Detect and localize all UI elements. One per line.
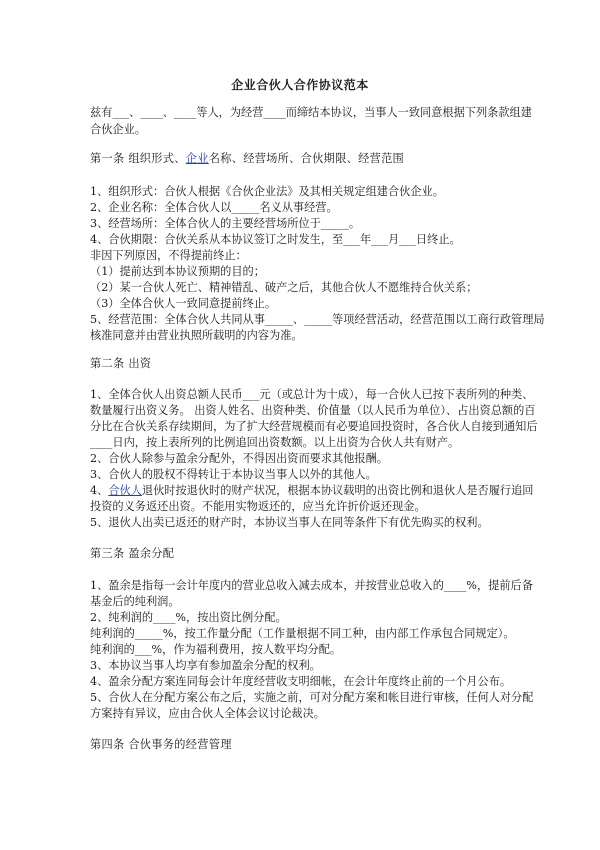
intro-line: 兹有___、____、____等人，为经营____而缔结本协议，当事人一致同意根据下列条款组建 — [90, 106, 532, 119]
enterprise-link[interactable]: 企业 — [185, 152, 209, 165]
article-2-line: 1、全体合伙人出资总额人民币___元（或总计为十成），每一合伙人已按下表所列的种类、 — [90, 388, 534, 401]
article-2-line: 2、合伙人除参与盈余分配外，不得因出资而要求其他报酬。 — [90, 452, 388, 465]
article-2-line: 投资的义务返还出资。不能用实物返还的，应当允许折价返还现金。 — [90, 500, 426, 513]
article-2-line: 分比在合伙关系存续期间，为了扩大经营规模而有必要追回投资时，各合伙人自接到通知后 — [90, 420, 538, 433]
article-1-line: 1、组织形式：合伙人根据《合伙企业法》及其相关规定组建合伙企业。 — [90, 185, 444, 198]
article-3-line: 纯利润的___%，作为福利费用，按人数平均分配。 — [90, 643, 342, 656]
article-1-line: 5、经营范围：全体合伙人共同从事_____、_____等项经营活动，经营范围以工商行政管理局 — [90, 313, 545, 326]
article-1-line: 3、经营场所：全体合伙人的主要经营场所位于_____。 — [90, 217, 361, 230]
article-3-line: 3、本协议当事人均享有参加盈余分配的权利。 — [90, 659, 321, 672]
article-1-line: 4、合伙期限：合伙关系从本协议签订之时发生，至___年___月___日终止。 — [90, 233, 461, 246]
article-1-line: 非因下列原因，不得提前终止： — [90, 249, 247, 262]
partner-link[interactable]: 合伙人 — [108, 484, 142, 497]
document-title: 企业合伙人合作协议范本 — [231, 78, 369, 92]
intro-line: 合伙企业。 — [90, 123, 146, 136]
article-1-line: （3）全体合伙人一致同意提前终止。 — [90, 297, 277, 310]
article-3-line: 方案持有异议，应由合伙人全体会议讨论裁决。 — [90, 707, 325, 720]
article-2-line: 数量履行出资义务。 出资人姓名、出资种类、价值量（以人民币为单位）、占出资总额的百 — [90, 404, 536, 417]
article-2-heading: 第二条 出资 — [90, 357, 152, 370]
article-3-line: 基金后的纯利润。 — [90, 595, 180, 608]
article-1-line: （2）某一合伙人死亡、精神错乱、破产之后，其他合伙人不愿维持合伙关系； — [90, 281, 478, 294]
article-2-line — [90, 484, 534, 498]
line-text: 退伙时按退伙时的财产状况，根据本协议载明的出资比例和退伙人是否履行追回 — [141, 484, 534, 497]
line-text: 4、 — [90, 484, 109, 497]
article-3-line: 2、纯利润的____%，按出资比例分配。 — [90, 611, 287, 624]
article-3-line: 1、盈余是指每一会计年度内的营业总收入减去成本，并按营业总收入的____%，提前后备 — [90, 579, 533, 592]
article-1-line: 2、企业名称：全体合伙人以_____名义从事经营。 — [90, 201, 338, 214]
article-1-heading — [90, 152, 530, 166]
article-3-heading: 第三条 盈余分配 — [90, 547, 175, 560]
article-1-line: 核准同意并由营业执照所载明的内容为准。 — [90, 329, 303, 342]
article-4-heading: 第四条 合伙事务的经营管理 — [90, 738, 232, 751]
article-2-line: 5、退伙人出卖已返还的财产时，本协议当事人在同等条件下有优先购买的权利。 — [90, 516, 489, 529]
heading-text: 第一条 组织形式、 — [90, 152, 186, 165]
article-1-line: （1）提前达到本协议预期的目的； — [90, 265, 265, 278]
article-2-line: 3、合伙人的股权不得转让于本协议当事人以外的其他人。 — [90, 468, 377, 481]
article-3-line: 5、合伙人在分配方案公布之后，实施之前，可对分配方案和帐目进行审核，任何人对分配 — [90, 691, 534, 704]
article-3-line: 纯利润的_____%，按工作量分配（工作量根据不同工种，由内部工作承包合同规定）。 — [90, 627, 515, 640]
heading-text: 名称、经营场所、合伙期限、经营范围 — [208, 152, 405, 165]
article-3-line: 4、盈余分配方案连同每会计年度经营收支明细帐，在会计年度终止前的一个月公布。 — [90, 675, 512, 688]
article-2-line: ____日内，按上表所列的比例追回出资数额。以上出资为合伙人共有财产。 — [90, 436, 460, 449]
